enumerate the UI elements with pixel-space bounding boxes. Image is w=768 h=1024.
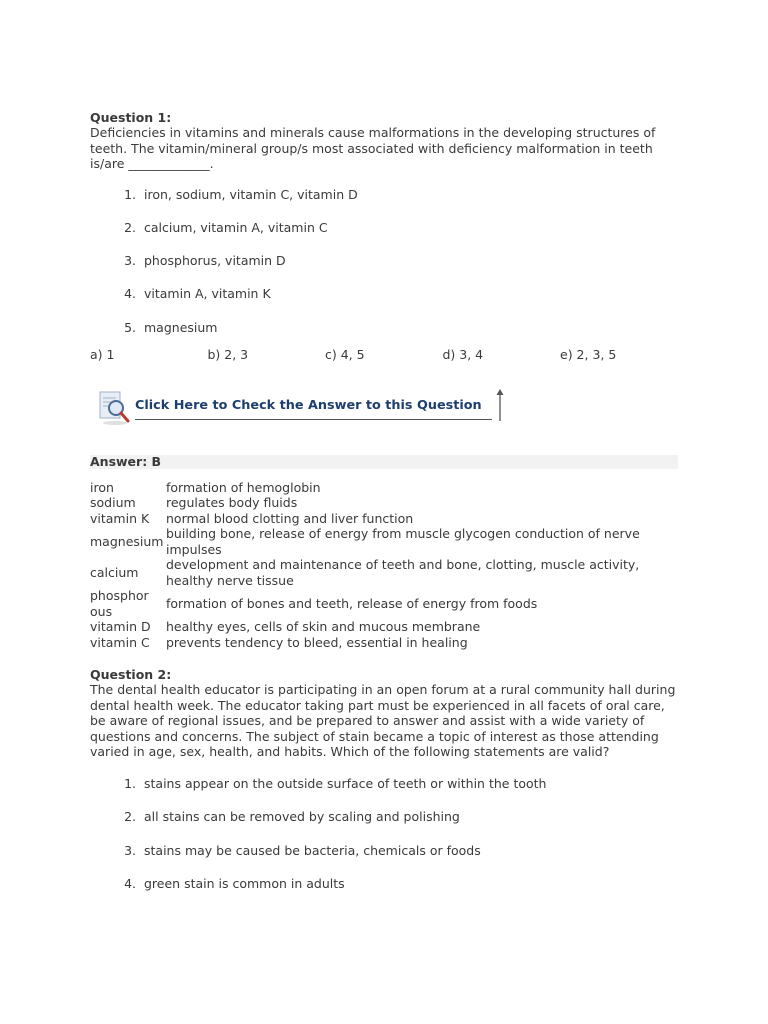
list-item [90, 286, 678, 319]
list-item [90, 187, 678, 220]
function-cell: development and maintenance of teeth and bone, clotting, muscle activity, healthy nerve tissue [166, 557, 640, 588]
option-list [90, 776, 678, 909]
check-answer-label: Click Here to Check the Answer to this Question [135, 398, 492, 420]
document-content [90, 110, 678, 909]
answer-choices [90, 347, 678, 367]
list-item [90, 776, 678, 809]
magnifier-icon [98, 388, 132, 426]
option-text: phosphorus, vitamin D [144, 253, 286, 269]
function-cell: building bone, release of energy from muscle glycogen conduction of nerve impulses [166, 526, 640, 557]
list-item [90, 843, 678, 876]
table-row [90, 557, 678, 588]
function-cell: normal blood clotting and liver function [166, 510, 414, 526]
function-cell: regulates body fluids [166, 495, 298, 511]
answer-bar: Answer: B [90, 455, 678, 469]
list-item [90, 876, 678, 909]
list-item [90, 220, 678, 253]
nutrient-cell: phosphorous [90, 588, 149, 619]
option-number: 2. [124, 219, 136, 235]
table-row [90, 511, 678, 527]
question-text: The dental health educator is participating in an open forum at a rural community hall during dental health week. The educator taking part must be experienced in all facets of oral care, be aware of regional issues, and be prepared to answer and assist with a wide variety of questions and concerns. The subject of stain became a topic of interest as those attending varied in age, sex, health, and habits. Which of the following statements are valid? [90, 682, 676, 760]
answer-table [90, 480, 678, 651]
check-answer-button[interactable] [98, 387, 508, 427]
option-number: 4. [124, 286, 136, 302]
function-cell: formation of bones and teeth, release of energy from foods [166, 596, 538, 612]
nutrient-cell: vitamin D [90, 619, 151, 635]
choice-d: d) 3, 4 [442, 346, 484, 362]
nutrient-cell: vitamin K [90, 510, 150, 526]
option-number: 1. [124, 186, 136, 202]
question-text: Deficiencies in vitamins and minerals cause malformations in the developing structures of teeth. The vitamin/mineral group/s most associated with deficiency malformation in teeth is/are _____________. [90, 125, 656, 171]
option-text: stains appear on the outside surface of teeth or within the tooth [144, 775, 547, 791]
option-text: vitamin A, vitamin K [144, 286, 271, 302]
question-title: Question 1: [90, 110, 172, 125]
nutrient-cell: vitamin C [90, 634, 150, 650]
table-row [90, 480, 678, 496]
table-row [90, 635, 678, 651]
question-title: Question 2: [90, 667, 172, 683]
option-text: magnesium [144, 319, 218, 335]
question-1 [90, 110, 678, 650]
nutrient-cell: magnesium [90, 534, 164, 550]
function-cell: prevents tendency to bleed, essential in healing [166, 634, 468, 650]
option-number: 3. [124, 842, 136, 858]
choice-b: b) 2, 3 [207, 346, 249, 362]
option-number: 4. [124, 875, 136, 891]
nutrient-cell: sodium [90, 495, 136, 511]
function-cell: healthy eyes, cells of skin and mucous membrane [166, 619, 481, 635]
option-text: green stain is common in adults [144, 875, 345, 891]
option-number: 2. [124, 809, 136, 825]
arrow-up-icon [496, 389, 504, 421]
nutrient-cell: iron [90, 479, 114, 495]
table-row [90, 588, 678, 619]
nutrient-cell: calcium [90, 565, 139, 581]
table-row [90, 495, 678, 511]
option-text: all stains can be removed by scaling and polishing [144, 809, 460, 825]
option-number: 3. [124, 253, 136, 269]
option-number: 5. [124, 319, 136, 335]
list-item [90, 253, 678, 286]
option-text: stains may be caused be bacteria, chemicals or foods [144, 842, 481, 858]
list-item [90, 809, 678, 842]
choice-c: c) 4, 5 [325, 346, 365, 362]
question-2 [90, 667, 678, 909]
choice-e: e) 2, 3, 5 [560, 346, 617, 362]
table-row [90, 619, 678, 635]
option-text: iron, sodium, vitamin C, vitamin D [144, 186, 358, 202]
function-cell: formation of hemoglobin [166, 479, 321, 495]
table-row [90, 526, 678, 557]
option-list [90, 187, 678, 353]
choice-a: a) 1 [90, 346, 115, 362]
option-text: calcium, vitamin A, vitamin C [144, 219, 328, 235]
option-number: 1. [124, 775, 136, 791]
